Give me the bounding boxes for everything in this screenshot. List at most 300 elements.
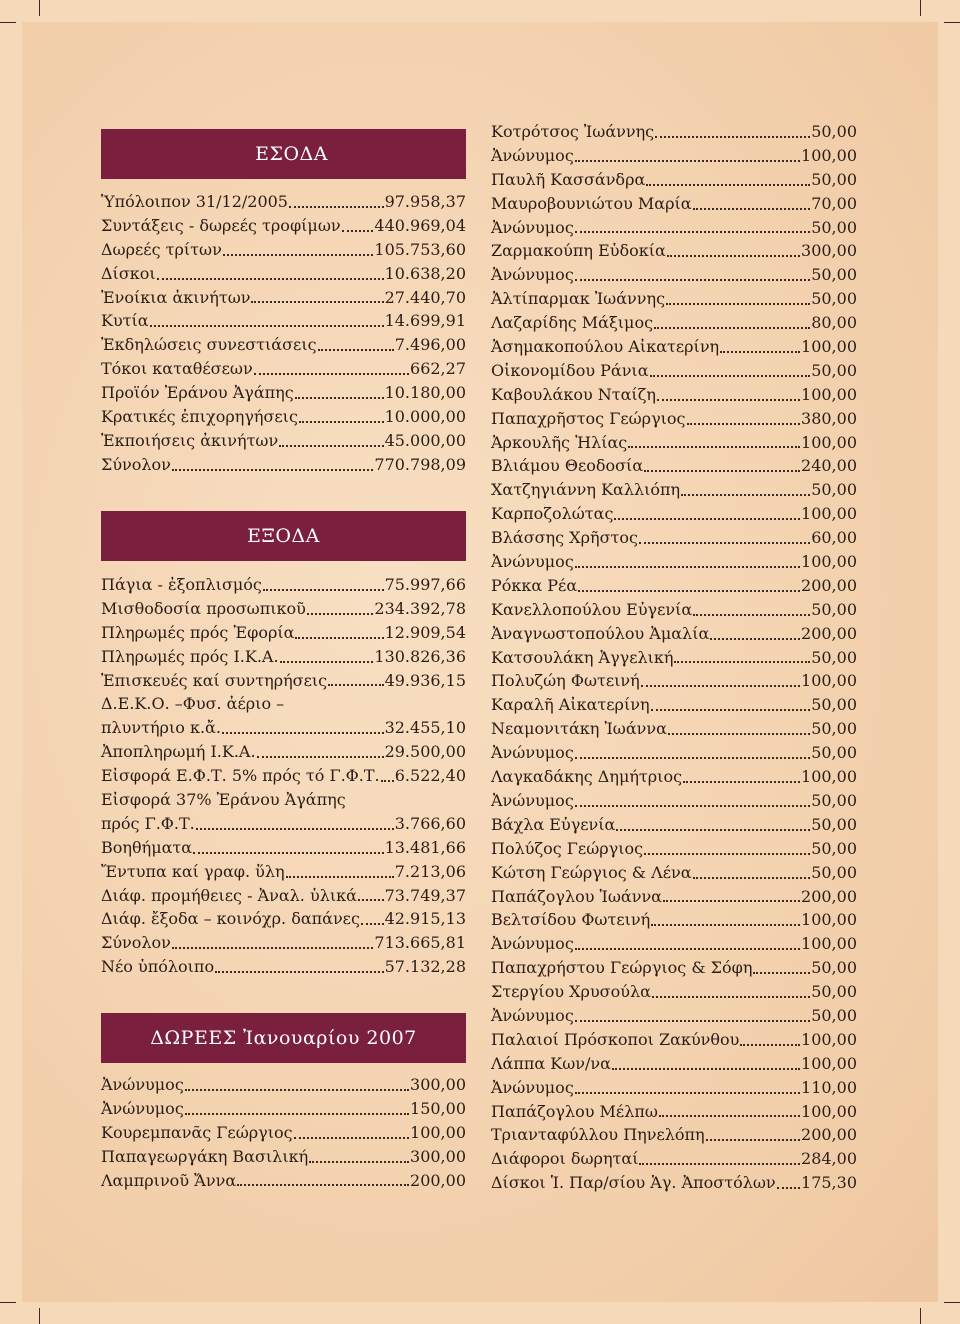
item-label: Πολυζώη Φωτεινή — [491, 671, 640, 691]
item-value: 50,00 — [811, 289, 857, 309]
dot-leader — [299, 421, 384, 423]
item-value: 10.638,20 — [384, 263, 466, 283]
item-value: 200,00 — [410, 1170, 466, 1190]
dot-leader — [196, 828, 394, 830]
dot-leader — [289, 206, 384, 208]
crop-mark-top-right-h — [944, 22, 960, 23]
item-value: 300,00 — [801, 241, 857, 261]
item-value: 100,00 — [801, 910, 857, 930]
crop-mark-bottom-left-h — [0, 1302, 16, 1303]
list-item — [101, 381, 466, 405]
dot-leader — [150, 325, 384, 327]
item-label: Ζαρμακούπη Εὐδοκία — [491, 241, 666, 261]
item-value: 100,00 — [801, 337, 857, 357]
item-label: Ἀνώνυμος — [491, 934, 574, 954]
item-value: 50,00 — [811, 743, 857, 763]
item-label: Κατσουλάκη Ἀγγελική — [491, 647, 674, 667]
item-label: Οἰκονομίδου Ράνια — [491, 360, 649, 380]
esoda-list — [101, 190, 466, 477]
dot-leader — [710, 638, 800, 640]
item-value: 50,00 — [811, 982, 857, 1002]
item-value: 662,27 — [410, 359, 466, 379]
list-item — [101, 621, 466, 645]
list-item — [101, 1145, 466, 1169]
item-label: Μισθοδοσία προσωπικοῦ — [101, 598, 306, 618]
dot-leader — [668, 733, 810, 735]
doreas-title: ΔΩΡΕΕΣ Ἰανουαρίου 2007 — [150, 1027, 417, 1049]
item-value: 100,00 — [801, 934, 857, 954]
item-label: Νέο ὑπόλοιπο — [101, 957, 215, 977]
item-value: 45.000,00 — [384, 430, 466, 450]
item-value: 100,00 — [801, 504, 857, 524]
dot-leader — [693, 614, 810, 616]
item-value: 13.481,66 — [384, 837, 466, 857]
item-value: 50,00 — [811, 958, 857, 978]
item-label: Λάππα Κων/να — [491, 1053, 611, 1073]
item-value: 130.826,36 — [374, 646, 466, 666]
item-label: Δίσκοι Ἱ. Παρ/σίου Ἁγ. Ἀποστόλων — [491, 1173, 776, 1193]
item-label: Ἐκδηλώσεις συνεστιάσεις — [101, 335, 317, 355]
item-value: 80,00 — [811, 313, 857, 333]
list-item — [491, 861, 857, 885]
dot-leader — [720, 351, 800, 353]
dot-leader — [644, 470, 800, 472]
item-label: Δίσκοι — [101, 263, 156, 283]
item-value: 7.213,06 — [394, 861, 466, 881]
dot-leader — [683, 781, 800, 783]
dot-leader — [237, 1184, 409, 1186]
item-value: 200,00 — [801, 886, 857, 906]
item-value: 50,00 — [811, 480, 857, 500]
crop-mark-top-right-v — [920, 0, 921, 16]
dot-leader — [659, 1115, 800, 1117]
esoda-title: ΕΣΟΔΑ — [255, 143, 328, 165]
dot-leader — [257, 756, 384, 758]
list-item — [101, 692, 466, 716]
dot-leader — [575, 1020, 810, 1022]
list-item — [491, 168, 857, 192]
list-item — [491, 765, 857, 789]
list-item — [491, 407, 857, 431]
item-value: 100,00 — [410, 1122, 466, 1142]
dot-leader — [575, 805, 810, 807]
item-label: Στεργίου Χρυσούλα — [491, 982, 651, 1002]
item-value: 32.455,10 — [384, 718, 466, 738]
item-label: Ἀνώνυμος — [491, 265, 574, 285]
list-item — [101, 931, 466, 955]
dot-leader — [575, 948, 800, 950]
item-value: 29.500,00 — [384, 742, 466, 762]
item-label: Παπάζογλου Ἰωάννα — [491, 886, 662, 906]
list-item — [101, 645, 466, 669]
item-label: Κρατικές ἐπιχορηγήσεις — [101, 407, 298, 427]
dot-leader — [215, 971, 383, 973]
item-value: 440.969,04 — [374, 215, 466, 235]
item-value: 100,00 — [801, 552, 857, 572]
dot-leader — [681, 494, 810, 496]
list-item — [101, 333, 466, 357]
list-item — [491, 646, 857, 670]
list-item — [101, 286, 466, 310]
dot-leader — [655, 136, 810, 138]
item-label: Συντάξεις - δωρεές τροφίμων — [101, 215, 341, 235]
dot-leader — [575, 1092, 800, 1094]
list-item — [101, 812, 466, 836]
dot-leader — [652, 996, 810, 998]
item-value: 300,00 — [410, 1146, 466, 1166]
list-item — [491, 598, 857, 622]
item-label: Ἀνώνυμος — [491, 1077, 574, 1097]
item-value: 100,00 — [801, 1053, 857, 1073]
item-value: 200,00 — [801, 575, 857, 595]
list-item — [101, 597, 466, 621]
list-item — [101, 357, 466, 381]
list-item — [491, 1004, 857, 1028]
item-label: Ρόκκα Ρέα — [491, 575, 578, 595]
item-label: Κοτρότσος Ἰωάννης — [491, 122, 655, 141]
list-item — [491, 1100, 857, 1124]
item-label: Ἀνώνυμος — [101, 1098, 184, 1118]
crop-mark-top-left-v — [39, 0, 40, 16]
list-item — [101, 716, 466, 740]
dot-leader — [294, 1137, 409, 1139]
dot-leader — [651, 709, 811, 711]
item-value: 50,00 — [811, 1005, 857, 1025]
dot-leader — [575, 566, 800, 568]
item-value: 100,00 — [801, 767, 857, 787]
dot-leader — [295, 637, 383, 639]
item-label: πλυντήριο κ.ἄ. — [101, 718, 221, 738]
item-value: 240,00 — [801, 456, 857, 476]
dot-leader — [616, 829, 810, 831]
item-value: 70,00 — [811, 193, 857, 213]
doreas-list — [101, 1073, 466, 1192]
list-item — [491, 502, 857, 526]
item-label: Πληρωμές πρός Ι.Κ.Α. — [101, 646, 279, 666]
item-label: Παπαγεωργάκη Βασιλική — [101, 1146, 309, 1166]
dot-leader — [193, 852, 384, 854]
dot-leader — [674, 661, 810, 663]
dot-leader — [328, 684, 383, 686]
dot-leader — [651, 924, 800, 926]
dot-leader — [318, 349, 394, 351]
list-item — [491, 574, 857, 598]
dot-leader — [185, 1089, 409, 1091]
item-label: Εἰσφορά 37% Ἐράνου Ἀγάπης — [101, 790, 346, 810]
dot-leader — [614, 518, 800, 520]
list-item — [491, 120, 857, 144]
list-item — [491, 1028, 857, 1052]
doreas-banner — [101, 1013, 466, 1063]
item-label: Διάφ. ἔξοδα – κοινόχρ. δαπάνες — [101, 909, 360, 929]
dot-leader — [172, 469, 373, 471]
item-label: Καρποζολώτας — [491, 504, 614, 524]
item-label: Καβουλάκου Νταίζη — [491, 384, 656, 404]
dot-leader — [644, 853, 810, 855]
item-label: Ἐπισκευές καί συντηρήσεις — [101, 670, 328, 690]
dot-leader — [575, 757, 810, 759]
item-label: Τόκοι καταθέσεων — [101, 359, 253, 379]
item-value: 150,00 — [410, 1098, 466, 1118]
item-label: Παπαχρήστου Γεώργιος & Σόφη — [491, 958, 753, 978]
item-value: 50,00 — [811, 814, 857, 834]
item-label: Διάφ. προμήθειες - Ἀναλ. ὑλικά — [101, 885, 357, 905]
item-label: Προϊόν Ἐράνου Ἀγάπης — [101, 383, 294, 403]
item-label: Ἀρκουλῆς Ἠλίας — [491, 432, 628, 452]
item-label: Πληρωμές πρός Ἐφορία — [101, 622, 295, 642]
list-item — [101, 788, 466, 812]
item-label: Ἀνώνυμος — [101, 1075, 184, 1094]
list-item — [491, 669, 857, 693]
item-label: Λαμπρινοῦ Ἄννα — [101, 1170, 237, 1190]
dot-leader — [279, 445, 383, 447]
item-label: Νεαμονιτάκη Ἰωάννα — [491, 719, 667, 739]
item-label: Ἀποπληρωμή Ι.Κ.Α. — [101, 742, 256, 762]
list-item — [101, 214, 466, 238]
item-value: 100,00 — [801, 671, 857, 691]
dot-leader — [361, 923, 384, 925]
item-value: 27.440,70 — [384, 287, 466, 307]
item-value: 50,00 — [811, 719, 857, 739]
dot-leader — [251, 301, 383, 303]
dot-leader — [753, 972, 810, 974]
item-value: 6.522,40 — [394, 766, 466, 786]
exoda-title: ΕΞΟΔΑ — [247, 525, 320, 547]
list-item — [101, 836, 466, 860]
item-value: 12.909,54 — [384, 622, 466, 642]
list-item — [491, 717, 857, 741]
item-label: Ἀνώνυμος — [491, 1005, 574, 1025]
list-item — [491, 789, 857, 813]
list-item — [491, 980, 857, 1004]
dot-leader — [381, 780, 394, 782]
item-value: 14.699,91 — [384, 311, 466, 331]
item-label: Ἐνοίκια ἀκινήτων — [101, 287, 251, 307]
dot-leader — [185, 1113, 409, 1115]
crop-mark-bottom-right-v — [920, 1308, 921, 1324]
list-item — [101, 907, 466, 931]
list-item — [491, 263, 857, 287]
item-value: 200,00 — [801, 1125, 857, 1145]
list-item — [491, 144, 857, 168]
item-label: Παυλῆ Κασσάνδρα — [491, 169, 646, 189]
item-value: 50,00 — [811, 360, 857, 380]
list-item — [491, 239, 857, 263]
item-value: 3.766,60 — [394, 813, 466, 833]
list-item — [491, 335, 857, 359]
list-item — [101, 453, 466, 477]
list-item — [491, 1147, 857, 1171]
item-label: Βλιάμου Θεοδοσία — [491, 456, 644, 476]
list-item — [101, 669, 466, 693]
item-value: 100,00 — [801, 1029, 857, 1049]
item-label: Ἀνώνυμος — [491, 790, 574, 810]
item-label: Διάφοροι δωρηταί — [491, 1149, 639, 1169]
dot-leader — [263, 589, 384, 591]
item-value: 50,00 — [811, 599, 857, 619]
dot-leader — [654, 327, 810, 329]
list-item — [491, 1171, 857, 1195]
list-item — [491, 311, 857, 335]
list-item — [491, 1123, 857, 1147]
list-item — [491, 1076, 857, 1100]
list-item — [101, 190, 466, 214]
dot-leader — [612, 1068, 800, 1070]
list-item — [491, 932, 857, 956]
item-value: 284,00 — [801, 1149, 857, 1169]
item-label: Παπαχρῆστος Γεώργιος — [491, 408, 686, 428]
dot-leader — [687, 423, 801, 425]
dot-leader — [641, 685, 800, 687]
item-value: 105.753,60 — [374, 239, 466, 259]
dot-leader — [286, 876, 394, 878]
list-item — [101, 764, 466, 788]
item-value: 50,00 — [811, 217, 857, 237]
list-item — [101, 1097, 466, 1121]
dot-leader — [295, 397, 384, 399]
dot-leader — [740, 1044, 800, 1046]
dot-leader — [307, 613, 374, 615]
list-item — [491, 550, 857, 574]
item-value: 770.798,09 — [374, 454, 466, 474]
dot-leader — [639, 542, 810, 544]
item-value: 50,00 — [811, 695, 857, 715]
item-value: 50,00 — [811, 790, 857, 810]
item-value: 50,00 — [811, 169, 857, 189]
item-label: Ἀσημακοπούλου Αἰκατερίνη — [491, 337, 720, 357]
item-label: Ὑπόλοιπον 31/12/2005 — [101, 192, 288, 211]
item-label: Βελτσίδου Φωτεινή — [491, 910, 651, 930]
list-item — [101, 429, 466, 453]
esoda-banner — [101, 129, 466, 179]
dot-leader — [254, 373, 409, 375]
dot-leader — [693, 877, 811, 879]
list-item — [101, 309, 466, 333]
item-label: Ἀνώνυμος — [491, 145, 574, 165]
list-item — [101, 955, 466, 979]
list-item — [101, 1169, 466, 1193]
item-label: Σύνολον — [101, 933, 171, 953]
item-value: 110,00 — [801, 1077, 857, 1097]
item-value: 60,00 — [811, 528, 857, 548]
dot-leader — [639, 1163, 800, 1165]
dot-leader — [693, 208, 811, 210]
dot-leader — [663, 900, 800, 902]
item-value: 10.180,00 — [384, 383, 466, 403]
dot-leader — [578, 590, 800, 592]
crop-mark-bottom-left-v — [39, 1308, 40, 1324]
item-label: Παλαιοί Πρόσκοποι Ζακύνθου — [491, 1029, 740, 1049]
item-value: 175,30 — [801, 1173, 857, 1193]
list-item — [491, 956, 857, 980]
dot-leader — [777, 1187, 800, 1189]
item-value: 50,00 — [811, 265, 857, 285]
list-item — [491, 1052, 857, 1076]
list-item — [101, 884, 466, 908]
item-value: 380,00 — [801, 408, 857, 428]
item-label: Ἀνώνυμος — [491, 552, 574, 572]
item-value: 200,00 — [801, 623, 857, 643]
list-item — [491, 359, 857, 383]
item-label: Πολύζος Γεώργιος — [491, 838, 644, 858]
dot-leader — [667, 255, 800, 257]
item-label: Κανελλοπούλου Εὐγενία — [491, 599, 693, 619]
dot-leader — [309, 1161, 409, 1163]
dot-leader — [157, 278, 384, 280]
item-value: 713.665,81 — [374, 933, 466, 953]
item-label: Ἐκποιήσεις ἀκινήτων — [101, 430, 279, 450]
list-item — [491, 383, 857, 407]
item-value: 50,00 — [811, 122, 857, 141]
list-item — [101, 860, 466, 884]
item-label: Μαυροβουνιώτου Μαρία — [491, 193, 692, 213]
item-label: Ἀναγνωστοπούλου Ἀμαλία — [491, 623, 710, 643]
crop-mark-bottom-right-h — [944, 1302, 960, 1303]
dot-leader — [650, 375, 811, 377]
item-value: 7.496,00 — [394, 335, 466, 355]
item-label: Κυτία — [101, 311, 149, 331]
item-value: 100,00 — [801, 432, 857, 452]
dot-leader — [628, 446, 800, 448]
item-label: Χατζηγιάννη Καλλιόπη — [491, 480, 681, 500]
item-value: 57.132,28 — [384, 957, 466, 977]
list-item — [491, 837, 857, 861]
item-value: 50,00 — [811, 647, 857, 667]
item-label: Τριανταφύλλου Πηνελόπη — [491, 1125, 705, 1145]
list-item — [491, 885, 857, 909]
list-item — [491, 216, 857, 240]
item-label: Βάχλα Εὐγενία — [491, 814, 616, 834]
item-label: Πάγια - ἐξοπλισμός — [101, 575, 262, 594]
item-label: Λαζαρίδης Μάξιμος — [491, 313, 654, 333]
item-label: Βοηθήματα — [101, 837, 193, 857]
dot-leader — [575, 231, 810, 233]
item-label: πρός Γ.Φ.Τ. — [101, 813, 195, 833]
list-item — [491, 622, 857, 646]
item-label: Κουρεμπανᾶς Γεώργιος — [101, 1122, 293, 1142]
item-value: 50,00 — [811, 862, 857, 882]
list-item — [101, 573, 466, 597]
item-value: 100,00 — [801, 384, 857, 404]
list-item — [101, 1121, 466, 1145]
list-item — [491, 431, 857, 455]
item-label: Ἔντυπα καί γραφ. ὕλη — [101, 861, 285, 881]
dot-leader — [666, 303, 810, 305]
dot-leader — [706, 1139, 800, 1141]
item-value: 42.915,13 — [384, 909, 466, 929]
dot-leader — [172, 947, 373, 949]
item-label: Δωρεές τρίτων — [101, 239, 222, 259]
donations-list — [491, 120, 857, 1195]
item-label: Ἀνώνυμος — [491, 743, 574, 763]
dot-leader — [223, 254, 374, 256]
list-item — [101, 238, 466, 262]
item-label: Εἰσφορά Ε.Φ.Τ. 5% πρός τό Γ.Φ.Τ. — [101, 766, 380, 786]
item-value: 50,00 — [811, 838, 857, 858]
item-label: Ἀνώνυμος — [491, 217, 574, 237]
list-item — [491, 693, 857, 717]
dot-leader — [222, 732, 384, 734]
exoda-banner — [101, 511, 466, 561]
dot-leader — [358, 899, 384, 901]
dot-leader — [575, 160, 800, 162]
item-label: Καραλῆ Αἰκατερίνη — [491, 695, 650, 715]
item-value: 73.749,37 — [384, 885, 466, 905]
list-item — [101, 405, 466, 429]
item-label: Κώτση Γεώργιος & Λένα — [491, 862, 692, 882]
item-label: Σύνολον — [101, 454, 171, 474]
list-item — [491, 454, 857, 478]
